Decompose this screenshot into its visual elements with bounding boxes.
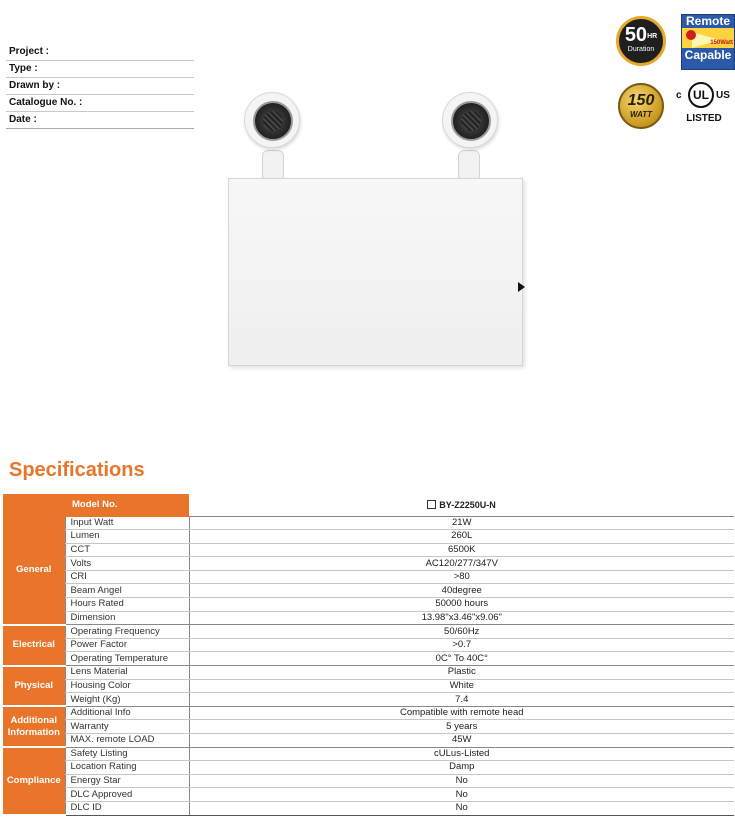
model-value-cell [189,494,734,516]
spec-value: >80 [189,570,734,584]
specifications-title: Specifications [9,459,145,481]
spec-label: Lens Material [65,666,189,680]
spec-value: 50000 hours [189,598,734,612]
table-row [3,584,734,598]
table-row [3,774,734,788]
watt-150-label: WATT [629,110,653,119]
table-row [3,598,734,612]
table-row [3,638,734,652]
spec-value: AC120/277/347V [189,557,734,571]
table-row [3,693,734,707]
table-row [3,611,734,625]
spec-label: Beam Angel [65,584,189,598]
watt-150-number: 150 [627,92,655,109]
spec-label: Input Watt [65,516,189,530]
model-checkbox-icon [427,500,436,509]
spec-label: Dimension [65,611,189,625]
product-image [222,86,532,368]
spec-label: Operating Temperature [65,652,189,666]
table-row [3,516,734,530]
category-additional-information: Additional Information [3,706,65,747]
table-row [3,557,734,571]
table-row [3,706,734,720]
spec-label: Warranty [65,720,189,734]
remote-watt: 150Watt [710,40,733,46]
spec-label: Housing Color [65,679,189,693]
duration-badge-icon [616,16,666,66]
spec-value: 21W [189,516,734,530]
right-lamp-head-icon [442,92,498,148]
specifications-table [3,494,734,816]
info-drawn-by: Drawn by : [6,78,194,95]
spec-value: Plastic [189,666,734,680]
remote-lamp-icon [682,28,734,48]
model-no-header: Model No. [3,494,189,516]
spec-value: 5 years [189,720,734,734]
spec-label: Lumen [65,530,189,544]
spec-label: Power Factor [65,638,189,652]
project-info-block [6,44,194,129]
spec-value: 45W [189,734,734,748]
table-row [3,788,734,802]
info-date: Date : [6,112,194,129]
category-compliance: Compliance [3,747,65,815]
spec-value: >0.7 [189,638,734,652]
info-type: Type : [6,61,194,78]
spec-value: White [189,679,734,693]
table-row [3,761,734,775]
spec-value: No [189,801,734,815]
spec-value: 6500K [189,543,734,557]
category-physical: Physical [3,666,65,707]
table-row [3,666,734,680]
spec-value: 13.98"x3.46"x9.06" [189,611,734,625]
table-row [3,720,734,734]
left-lamp-head-icon [244,92,300,148]
spec-label: Location Rating [65,761,189,775]
spec-value: Compatible with remote head [189,706,734,720]
spec-label: DLC Approved [65,788,189,802]
table-row [3,801,734,815]
spec-value: Damp [189,761,734,775]
table-header-row [3,494,734,516]
table-row [3,747,734,761]
spec-label: CCT [65,543,189,557]
spec-label: Operating Frequency [65,625,189,639]
spec-value: 40degree [189,584,734,598]
remote-capable-badge-icon [681,14,735,70]
spec-value: 0C° To 40C° [189,652,734,666]
info-project: Project : [6,44,194,61]
ul-c: c [676,90,682,101]
table-row [3,530,734,544]
table-row [3,543,734,557]
spec-label: Additional Info [65,706,189,720]
remote-line1: Remote [685,14,730,28]
duration-label: Duration [627,46,655,53]
table-row [3,625,734,639]
spec-value: 50/60Hz [189,625,734,639]
duration-number: 50 [624,24,648,46]
ul-us: US [716,90,730,101]
spec-label: DLC ID [65,801,189,815]
spec-value: No [189,774,734,788]
spec-value: cULus-Listed [189,747,734,761]
ul-mark: UL [688,82,714,108]
cul-us-listed-badge-icon [674,82,734,126]
table-row [3,652,734,666]
table-row [3,679,734,693]
category-general: General [3,516,65,625]
spec-label: Safety Listing [65,747,189,761]
table-row [3,570,734,584]
spec-label: MAX. remote LOAD [65,734,189,748]
spec-value: No [189,788,734,802]
duration-unit: HR [647,33,658,40]
spec-label: Volts [65,557,189,571]
housing-box [228,178,523,366]
ul-listed: LISTED [686,113,722,124]
model-value: BY-Z2250U-N [439,499,496,510]
remote-line2: Capable [684,48,732,62]
test-button-icon [518,282,525,292]
spec-label: Hours Rated [65,598,189,612]
watt-150-badge-icon [618,83,664,129]
spec-label: CRI [65,570,189,584]
spec-label: Weight (Kg) [65,693,189,707]
spec-value: 7.4 [189,693,734,707]
info-catalogue-no: Catalogue No. : [6,95,194,112]
table-row [3,734,734,748]
spec-label: Energy Star [65,774,189,788]
spec-value: 260L [189,530,734,544]
category-electrical: Electrical [3,625,65,666]
